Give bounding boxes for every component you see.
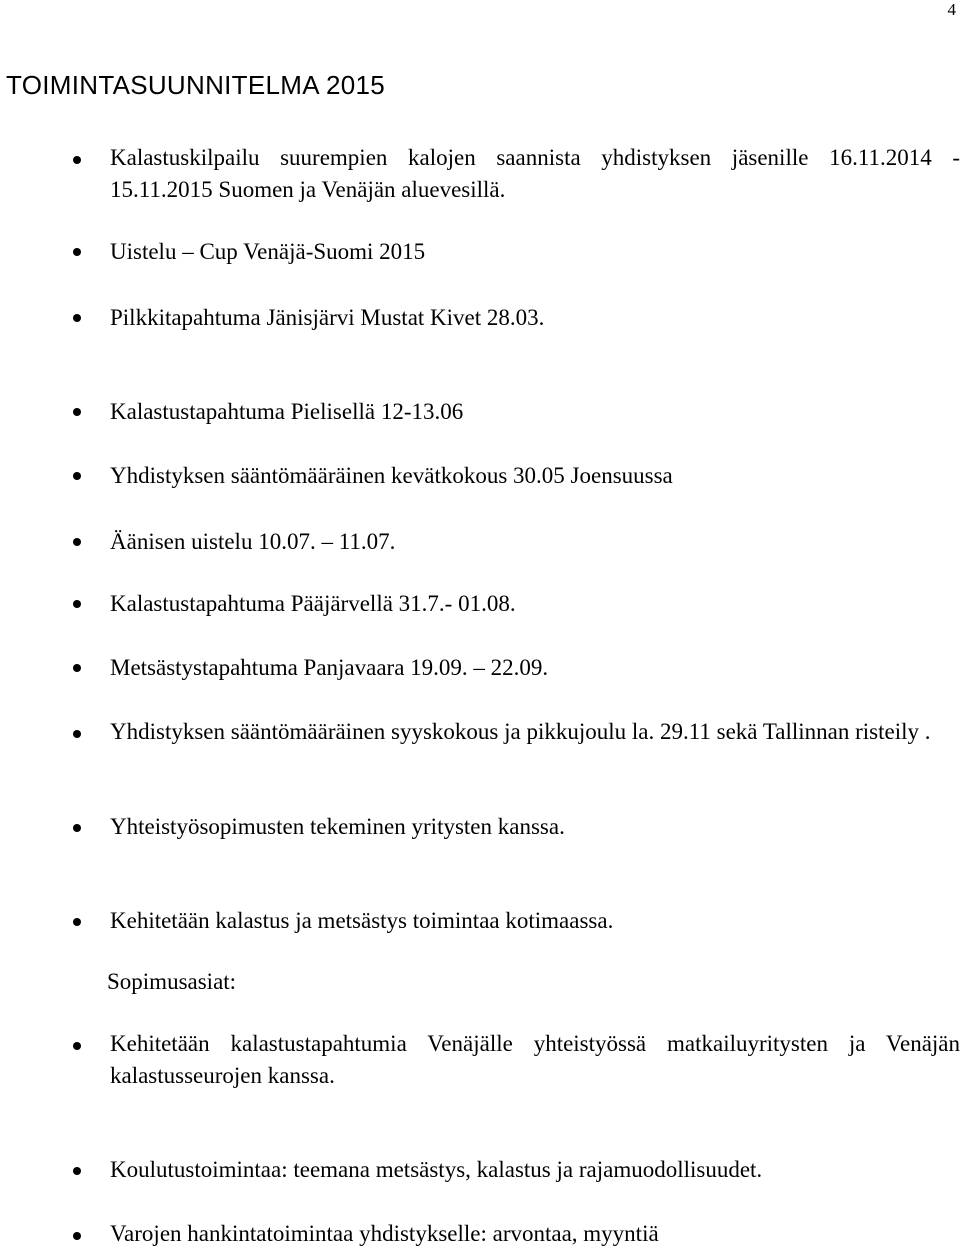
bullet-icon [73,156,81,164]
list-item: Kalastuskilpailu suurempien kalojen saannista yhdistyksen jäsenille 16.11.2014 - 15.11.2015 Suomen ja Venäjän aluevesillä. [110,145,960,202]
bullet-icon [73,664,81,672]
list-item: Koulutustoimintaa: teemana metsästys, kalastus ja rajamuodollisuudet. [110,1157,763,1182]
bullet-icon [73,730,81,738]
list-item: Yhdistyksen sääntömääräinen kevätkokous 30.05 Joensuussa [110,463,673,488]
list-item: Pilkkitapahtuma Jänisjärvi Mustat Kivet 28.03. [110,305,545,330]
bullet-icon [73,408,81,416]
bullet-icon [73,918,81,926]
list-item: Varojen hankintatoimintaa yhdistykselle: arvontaa, myyntiä [110,1221,659,1246]
list-item: Kehitetään kalastus ja metsästys toimintaa kotimaassa. [110,908,614,933]
list-item: Kalastustapahtuma Pääjärvellä 31.7.- 01.08. [110,591,516,616]
list-item: Uistelu – Cup Venäjä-Suomi 2015 [110,239,426,264]
bullet-icon [73,1232,81,1240]
bullet-icon [73,248,81,256]
list-item: Yhdistyksen sääntömääräinen syyskokous ja pikkujoulu la. 29.11 sekä Tallinnan risteily . [110,719,931,744]
list-item: Äänisen uistelu 10.07. – 11.07. [110,529,396,554]
bullet-icon [73,538,81,546]
bullet-icon [73,600,81,608]
bullet-icon [73,314,81,322]
list-item: Yhteistyösopimusten tekeminen yritysten kanssa. [110,814,565,839]
section-heading: Sopimusasiat: [107,969,237,994]
bullet-icon [73,1042,81,1050]
bullet-icon [73,1167,81,1175]
page-title: TOIMINTASUUNNITELMA 2015 [6,70,385,100]
list-item: Kalastustapahtuma Pielisellä 12-13.06 [110,399,464,424]
list-item: Kehitetään kalastustapahtumia Venäjälle yhteistyössä matkailuyritysten ja Venäjän kalastusseurojen kanssa. [110,1031,960,1088]
list-item: Metsästystapahtuma Panjavaara 19.09. – 22.09. [110,655,549,680]
bullet-icon [73,824,81,832]
bullet-icon [73,472,81,480]
page-number: 4 [947,0,956,19]
